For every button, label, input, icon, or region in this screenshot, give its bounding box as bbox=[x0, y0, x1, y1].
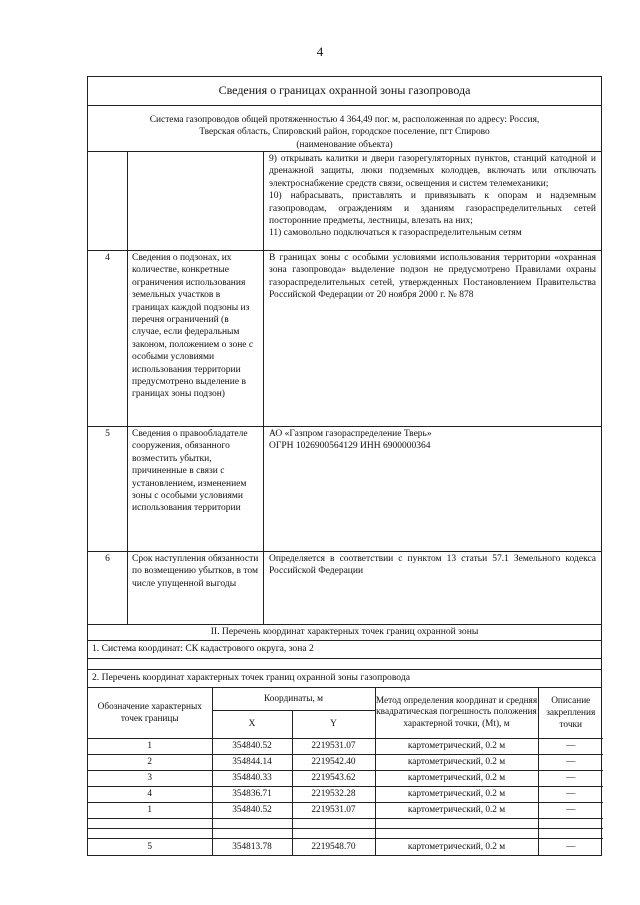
page-number: 4 bbox=[316, 44, 324, 59]
coords-empty-row bbox=[88, 818, 603, 828]
point-id: 2 bbox=[88, 754, 212, 770]
point-y: 2219532.28 bbox=[292, 786, 375, 802]
row-content bbox=[264, 552, 601, 624]
header-description: Описание закрепления точки bbox=[538, 688, 603, 738]
row-paragraph: 9) открывать калитки и двери газорегуляторных пунктов, станций катодной и дренажной защиты, люки подземных колодцев, включать или отключать электроснабжение средств связи, освещения и систем телемеханики; bbox=[269, 154, 596, 189]
coordinates-list-title: 2. Перечень координат характерных точек границ охранной зоны газопровода bbox=[88, 670, 601, 688]
row-name bbox=[128, 152, 264, 250]
point-x: 354836.71 bbox=[212, 786, 292, 802]
row-content bbox=[264, 427, 601, 551]
point-y: 2219531.07 bbox=[292, 802, 375, 818]
header-y: Y bbox=[292, 710, 375, 738]
point-method: картометрический, 0.2 м bbox=[375, 754, 538, 770]
row-paragraph: ОГРН 1026900564129 ИНН 6900000364 bbox=[269, 441, 431, 452]
point-y: 2219548.70 bbox=[292, 838, 375, 855]
coords-row bbox=[88, 738, 603, 754]
point-description: — bbox=[538, 770, 603, 786]
point-y: 2219543.62 bbox=[292, 770, 375, 786]
header-method: Метод определения координат и средняя квадратическая погрешность положения характерной точки, (Mt), м bbox=[375, 688, 538, 738]
header-designation: Обозначение характерных точек границы bbox=[88, 688, 212, 738]
coords-header-row bbox=[88, 688, 603, 710]
row-content bbox=[264, 251, 601, 426]
point-x: 354840.52 bbox=[212, 738, 292, 754]
point-id: 1 bbox=[88, 802, 212, 818]
point-x: 354844.14 bbox=[212, 754, 292, 770]
coordinate-system: 1. Система координат: СК кадастрового округа, зона 2 bbox=[88, 641, 601, 659]
point-y: 2219531.07 bbox=[292, 738, 375, 754]
point-x: 354813.78 bbox=[212, 838, 292, 855]
coords-row bbox=[88, 802, 603, 818]
coordinates-table bbox=[88, 688, 603, 855]
point-x: 354840.33 bbox=[212, 770, 292, 786]
row-number: 6 bbox=[88, 552, 128, 624]
point-id: 3 bbox=[88, 770, 212, 786]
system-caption: (наименование объекта) bbox=[296, 139, 393, 150]
point-method: картометрический, 0.2 м bbox=[375, 802, 538, 818]
coords-row bbox=[88, 754, 603, 770]
point-description: — bbox=[538, 738, 603, 754]
section-2-title: II. Перечень координат характерных точек границ охранной зоны bbox=[88, 625, 601, 641]
row-paragraph: 11) самовольно подключаться к газораспределительным сетям bbox=[269, 228, 522, 239]
point-method: картометрический, 0.2 м bbox=[375, 838, 538, 855]
table-row bbox=[88, 251, 601, 427]
row-name: Сведения о правообладателе сооружения, обязанного возместить убытки, причиненные в связи с установлением, изменением зоны с особыми условиями использования территории bbox=[128, 427, 264, 551]
point-y: 2219542.40 bbox=[292, 754, 375, 770]
coords-row bbox=[88, 786, 603, 802]
point-id: 5 bbox=[88, 838, 212, 855]
point-description: — bbox=[538, 754, 603, 770]
point-method: картометрический, 0.2 м bbox=[375, 770, 538, 786]
point-x: 354840.52 bbox=[212, 802, 292, 818]
table-row bbox=[88, 427, 601, 552]
point-description: — bbox=[538, 838, 603, 855]
header-coordinates: Координаты, м bbox=[212, 688, 375, 710]
point-id: 1 bbox=[88, 738, 212, 754]
table-row bbox=[88, 152, 601, 251]
row-name: Срок наступления обязанности по возмещению убытков, в том числе упущенной выгоды bbox=[128, 552, 264, 624]
document-title: Сведения о границах охранной зоны газопровода bbox=[88, 77, 601, 106]
blank-row bbox=[88, 659, 601, 670]
row-paragraph: АО «Газпром газораспределение Тверь» bbox=[269, 429, 432, 439]
point-method: картометрический, 0.2 м bbox=[375, 738, 538, 754]
row-paragraph: 10) набрасывать, приставлять и привязывать к опорам и надземным газопроводам, ограждениям и зданиям газораспределительных сетей посторонние предметы, лестницы, влезать на них; bbox=[269, 191, 596, 227]
system-line-2: Тверская область, Спировский район, городское поселение, пгт Спирово bbox=[199, 127, 490, 138]
row-number: 4 bbox=[88, 251, 128, 426]
row-content bbox=[264, 152, 601, 250]
system-line-1: Система газопроводов общей протяженностью 4 364,49 пог. м, расположенная по адресу: Россия, bbox=[149, 115, 540, 125]
point-method: картометрический, 0.2 м bbox=[375, 786, 538, 802]
point-id: 4 bbox=[88, 786, 212, 802]
coords-empty-row bbox=[88, 828, 603, 838]
row-name: Сведения о подзонах, их количестве, конкретные ограничения использования земельных участков в границах каждой подзоны из перечня ограничений (в случае, если федеральным законом, положением о зоне с особыми условиями использования территории предусмотрено выделение в границах зоны подзон) bbox=[128, 251, 264, 426]
row-paragraph: В границах зоны с особыми условиями использования территории «охранная зона газопровода» выделение подзон не предусмотрено Правилами охраны газораспределительных сетей, утвержденных Постановлением Правительства Российской Федерации от 20 ноября 2000 г. № 878 bbox=[269, 253, 596, 301]
row-number: 5 bbox=[88, 427, 128, 551]
document-frame bbox=[87, 76, 602, 856]
header-x: X bbox=[212, 710, 292, 738]
row-paragraph: Определяется в соответствии с пунктом 13 статьи 57.1 Земельного кодекса Российской Федерации bbox=[269, 554, 596, 577]
system-description bbox=[88, 106, 601, 152]
point-description: — bbox=[538, 802, 603, 818]
coords-row bbox=[88, 770, 603, 786]
point-description: — bbox=[538, 786, 603, 802]
table-row bbox=[88, 552, 601, 625]
row-number bbox=[88, 152, 128, 250]
coords-row bbox=[88, 838, 603, 855]
